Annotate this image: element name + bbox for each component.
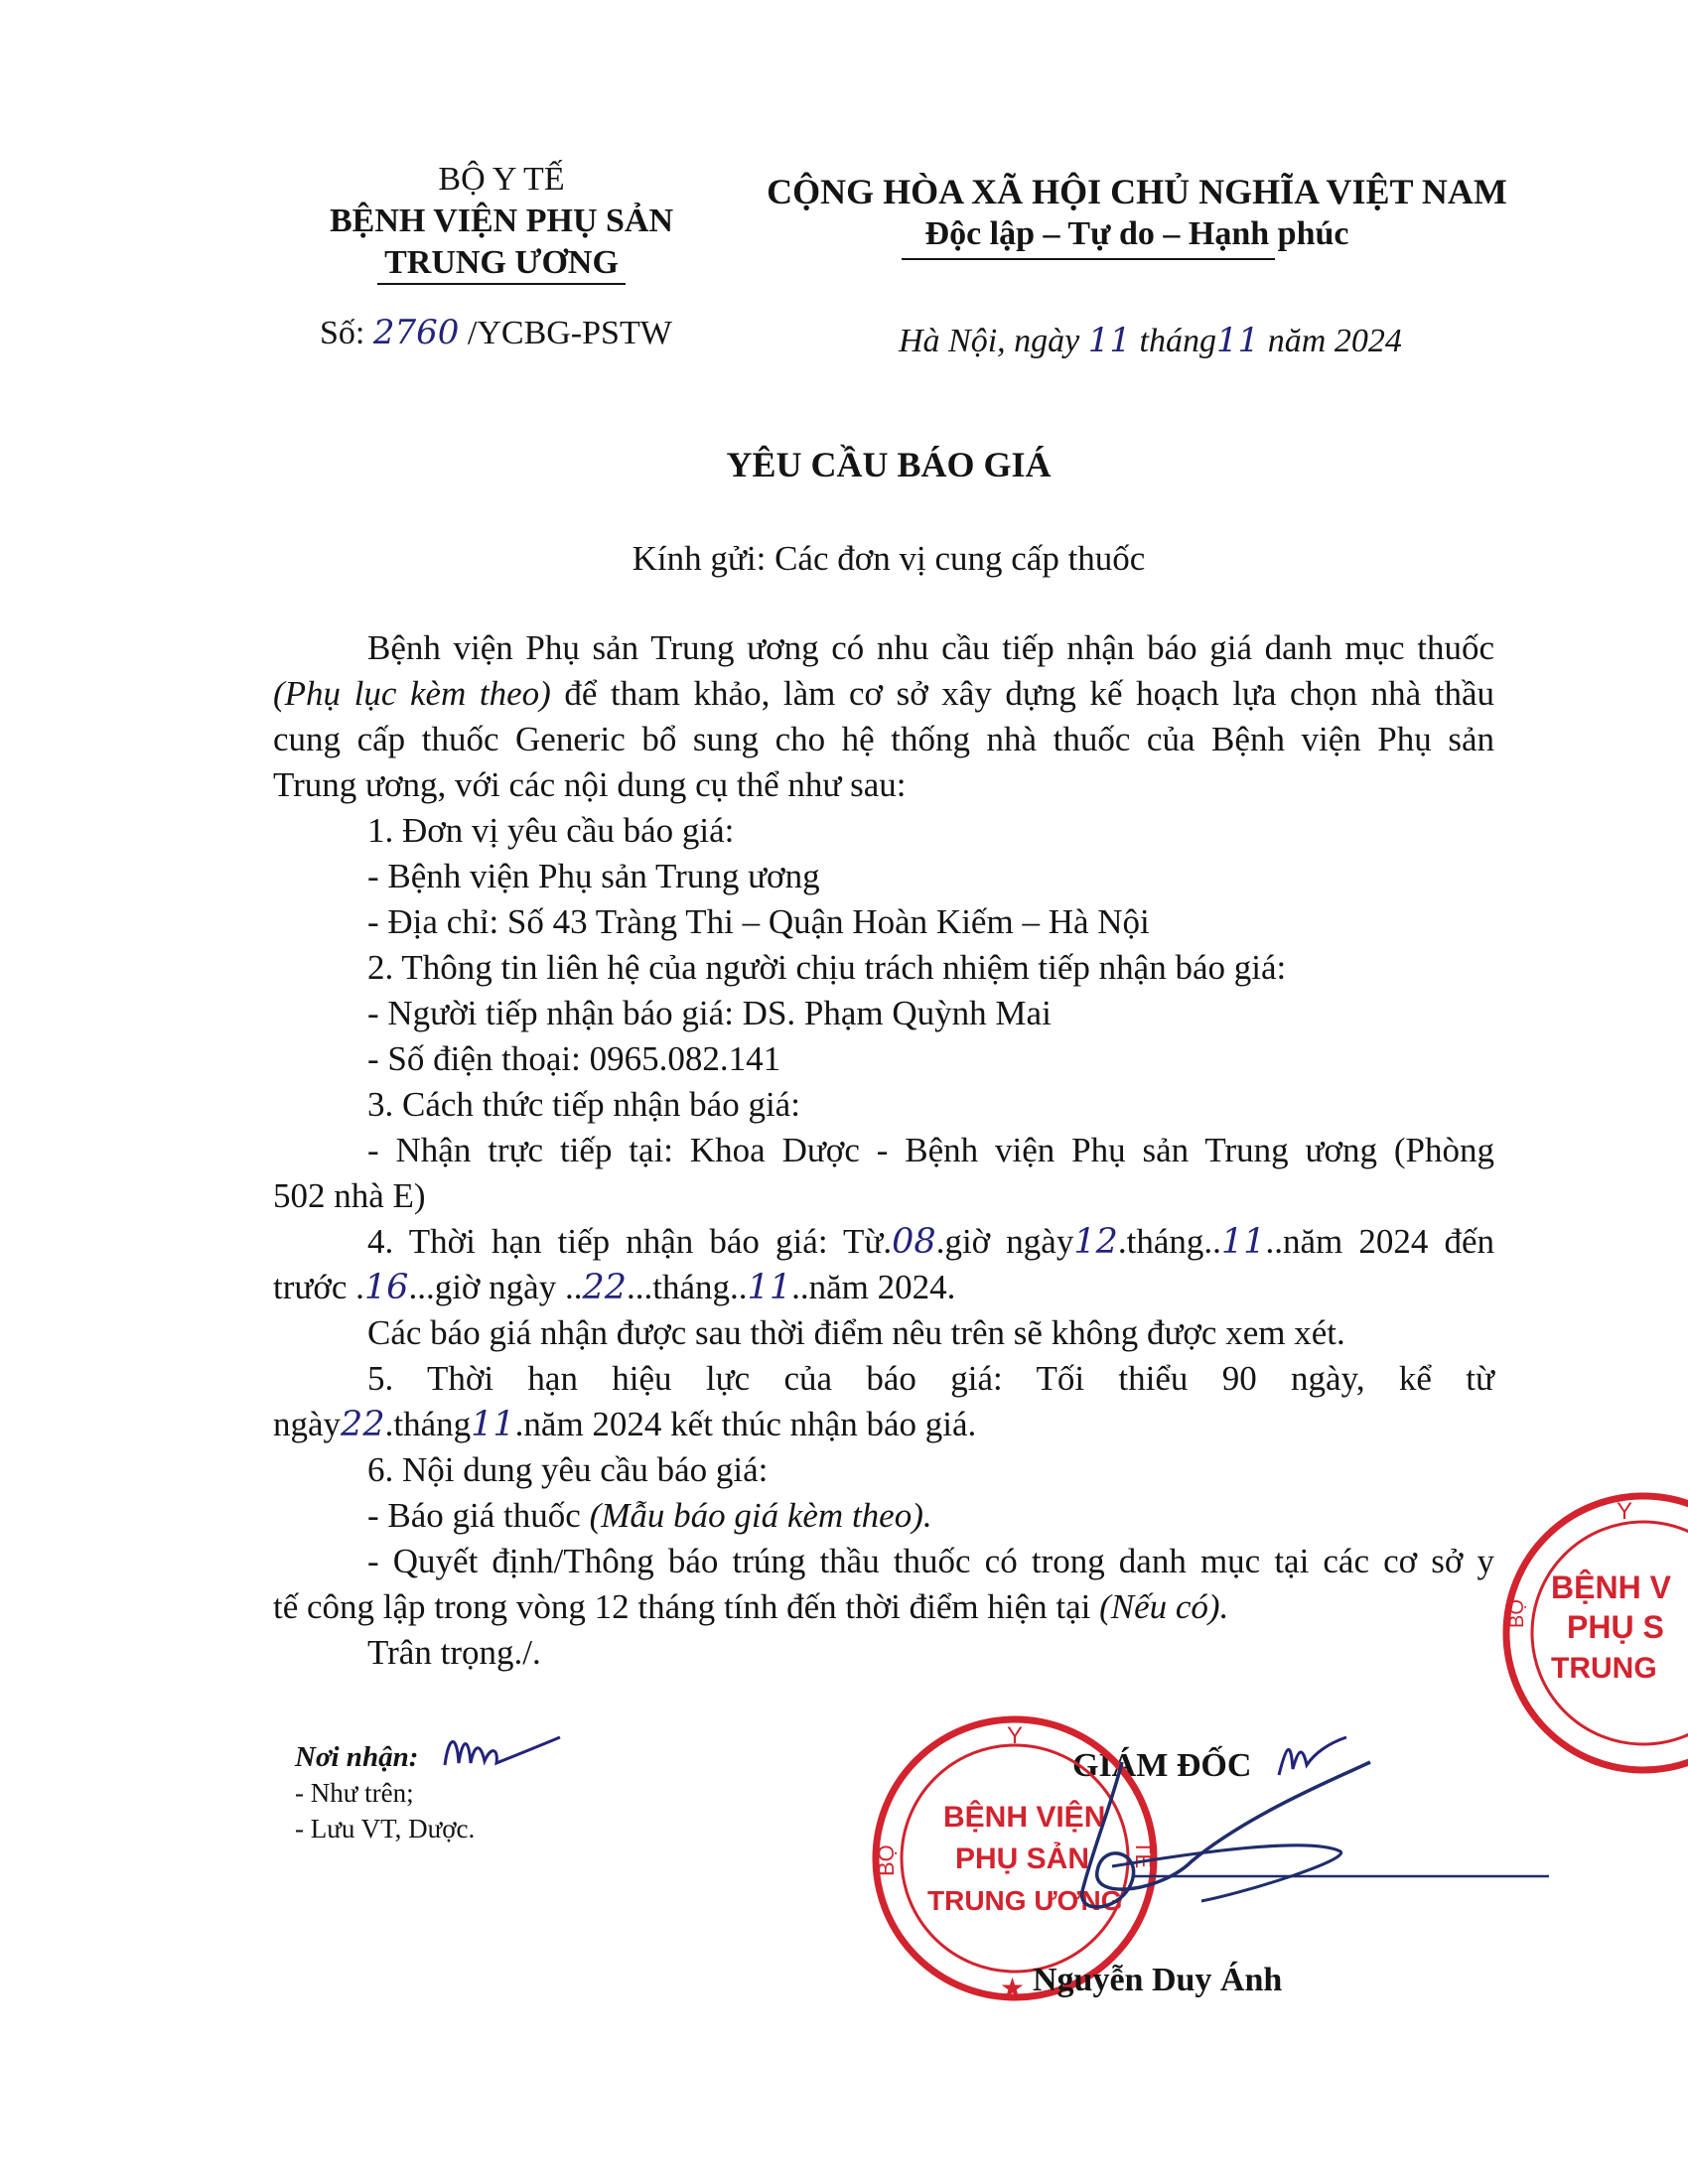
s5-month: 11 — [471, 1405, 515, 1444]
date-prefix: Hà Nội, ngày — [899, 323, 1080, 359]
document-title: YÊU CẦU BÁO GIÁ — [726, 445, 1052, 484]
section-2-contact: - Người tiếp nhận báo giá: DS. Phạm Quỳnh Mai — [367, 994, 1052, 1032]
edge-stamp-top: Y — [1617, 1498, 1633, 1525]
intro-line-3: cung cấp thuốc Generic bổ sung cho hệ thống nhà thuốc của Bệnh viện Phụ sản — [273, 720, 1494, 758]
recipients-item-1: - Như trên; — [295, 1778, 414, 1808]
date-year: năm 2024 — [1267, 323, 1402, 359]
section-4-line-1 — [273, 1219, 1494, 1265]
stamp-right-letters: TẾ — [1131, 1841, 1156, 1869]
ministry-name: BỘ Y TẾ — [438, 161, 565, 198]
edge-stamp-line3: TRUNG — [1551, 1652, 1657, 1685]
director-signature — [1053, 1742, 1569, 1941]
section-1-unit: - Bệnh viện Phụ sản Trung ương — [367, 857, 820, 895]
hospital-name-line1: BỆNH VIỆN PHỤ SẢN — [329, 203, 674, 239]
s4-text-a: 4. Thời hạn tiếp nhận báo giá: Từ. — [367, 1222, 893, 1261]
stamp-line3: TRUNG ƯƠNG — [927, 1885, 1123, 1916]
s6-a-text: - Báo giá thuốc — [367, 1496, 590, 1535]
date-month: 11 — [1216, 321, 1260, 360]
attachment-note: (Phụ lục kèm theo) — [273, 674, 551, 713]
s4-month2: 11 — [747, 1268, 792, 1307]
section-1-heading: 1. Đơn vị yêu cầu báo giá: — [367, 811, 735, 850]
national-motto: Độc lập – Tự do – Hạnh phúc — [924, 215, 1349, 252]
stamp-star: ★ — [1000, 1973, 1026, 2003]
s6-b-italic: (Nếu có). — [1099, 1587, 1229, 1626]
s4-text-f: ...giờ ngày .. — [408, 1268, 583, 1306]
number-handwritten: 2760 — [372, 313, 460, 352]
section-4-line-2 — [273, 1265, 1494, 1310]
signature-stroke-2 — [1112, 1845, 1341, 1901]
motto-underline — [902, 258, 1275, 260]
s6-b-text: tế công lập trong vòng 12 tháng tính đến thời điểm hiện tại — [273, 1587, 1100, 1626]
intro-line-1: Bệnh viện Phụ sản Trung ương có nhu cầu tiếp nhận báo giá danh mục thuốc — [367, 628, 1494, 667]
signatory-role: GIÁM ĐỐC — [1072, 1747, 1252, 1784]
number-label: Số: — [320, 315, 365, 351]
s4-hour2: 16 — [363, 1268, 409, 1307]
s4-text-c: .tháng.. — [1117, 1222, 1221, 1261]
edge-stamp-line2: PHỤ S — [1567, 1609, 1664, 1645]
edge-stamp — [1479, 1479, 1688, 1787]
stamp-top-letter: Y — [1007, 1722, 1024, 1749]
section-6-heading: 6. Nội dung yêu cầu báo giá: — [367, 1450, 769, 1489]
s4-text-h: ..năm 2024. — [791, 1268, 956, 1306]
section-6-item-b-line-2 — [273, 1584, 1494, 1630]
document-number — [320, 312, 717, 354]
initials-signature — [437, 1725, 566, 1785]
recipients-item-2: - Lưu VT, Dược. — [295, 1814, 476, 1843]
section-6-item-a — [273, 1493, 1494, 1539]
date-day: 11 — [1087, 321, 1132, 360]
section-6-item-b-line-1: - Quyết định/Thông báo trúng thầu thuốc có trong danh mục tại các cơ sở y — [367, 1542, 1494, 1580]
section-3-line-2: 502 nhà E) — [273, 1176, 426, 1215]
recipients-label: Nơi nhận: — [295, 1741, 419, 1773]
edge-stamp-left: BỘ — [1506, 1599, 1528, 1628]
stamp-line2: PHỤ SẢN — [955, 1843, 1090, 1875]
closing-line: Trân trọng./. — [367, 1633, 541, 1672]
s5-text-a: ngày — [273, 1405, 342, 1443]
signature-stroke-1 — [1082, 1762, 1370, 1907]
initials-stroke — [445, 1737, 560, 1765]
s4-text-e: trước . — [273, 1268, 364, 1306]
document-body — [273, 625, 1494, 1676]
stamp-line1: BỆNH VIỆN — [943, 1801, 1106, 1834]
s6-a-italic: (Mẫu báo giá kèm theo). — [589, 1496, 932, 1535]
s4-day: 12 — [1073, 1222, 1118, 1262]
section-1-address: - Địa chỉ: Số 43 Tràng Thi – Quận Hoàn Kiếm – Hà Nội — [367, 902, 1150, 941]
section-5-line-1: 5. Thời hạn hiệu lực của báo giá: Tối thiểu 90 ngày, kể từ — [367, 1359, 1494, 1398]
s4-text-g: ...tháng.. — [627, 1268, 748, 1306]
section-5-line-2 — [273, 1402, 1494, 1447]
section-2-heading: 2. Thông tin liên hệ của người chịu trách nhiệm tiếp nhận báo giá: — [367, 948, 1287, 987]
section-3-heading: 3. Cách thức tiếp nhận báo giá: — [367, 1085, 800, 1124]
header-left-underline — [377, 283, 626, 285]
section-4-note: Các báo giá nhận được sau thời điểm nêu trên sẽ không được xem xét. — [367, 1313, 1345, 1352]
intro-line-2 — [273, 671, 1494, 717]
hospital-name-line2: TRUNG ƯƠNG — [384, 244, 619, 281]
signatory-name: Nguyễn Duy Ánh — [1033, 1962, 1283, 1998]
stamp-left-letters: BỘ — [874, 1844, 899, 1876]
s4-day2: 22 — [582, 1268, 628, 1307]
header-left — [288, 159, 715, 284]
intro-line-4: Trung ương, với các nội dung cụ thể như sau: — [273, 765, 907, 804]
recipient-line: Kính gửi: Các đơn vị cung cấp thuốc — [632, 539, 1146, 578]
s5-text-c: .năm 2024 kết thúc nhận báo giá. — [514, 1405, 977, 1443]
date-month-label: tháng — [1139, 323, 1216, 359]
s4-hour: 08 — [892, 1222, 936, 1262]
section-2-phone: - Số điện thoại: 0965.082.141 — [367, 1039, 781, 1078]
s4-month: 11 — [1220, 1222, 1266, 1262]
s5-day: 22 — [341, 1405, 385, 1444]
document-date — [899, 320, 1534, 362]
s4-text-d: ..năm 2024 đến — [1265, 1222, 1494, 1261]
section-3-line-1: - Nhận trực tiếp tại: Khoa Dược - Bệnh viện Phụ sản Trung ương (Phòng — [367, 1131, 1494, 1169]
edge-stamp-line1: BỆNH V — [1551, 1570, 1671, 1605]
country-name: CỘNG HÒA XÃ HỘI CHỦ NGHĨA VIỆT NAM — [767, 172, 1507, 211]
number-suffix: /YCBG-PSTW — [467, 315, 672, 351]
intro-line-2-text: để tham khảo, làm cơ sở xây dựng kế hoạch lựa chọn nhà thầu — [550, 674, 1494, 713]
s4-text-b: .giờ ngày — [935, 1222, 1074, 1261]
s5-text-b: .tháng — [384, 1405, 472, 1443]
